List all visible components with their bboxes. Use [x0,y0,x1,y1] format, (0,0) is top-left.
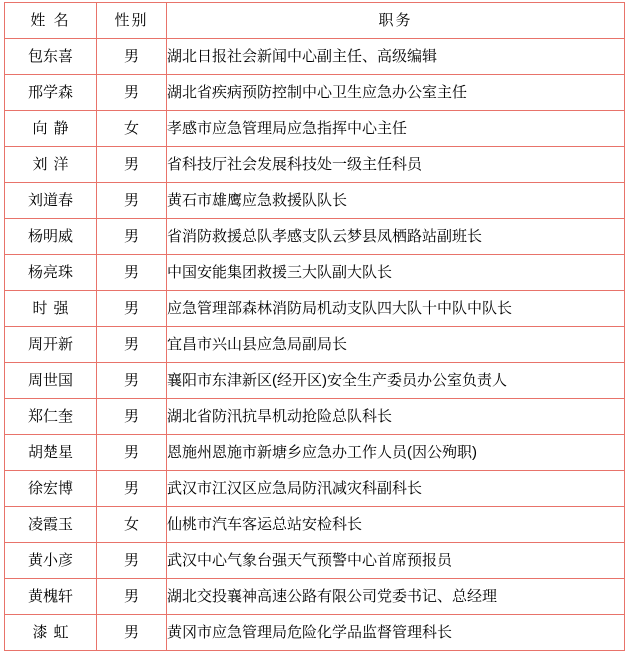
cell-title: 襄阳市东津新区(经开区)安全生产委员办公室负责人 [167,363,625,399]
cell-title: 湖北日报社会新闻中心副主任、高级编辑 [167,39,625,75]
cell-gender: 男 [97,291,167,327]
person-name: 徐宏博 [27,479,73,497]
cell-name [5,111,97,147]
table-row [5,291,625,327]
cell-title: 中国安能集团救援三大队副大队长 [167,255,625,291]
cell-gender: 男 [97,579,167,615]
person-name: 周世国 [27,371,73,389]
person-name: 黄小彦 [27,551,73,569]
table-row [5,363,625,399]
column-header-gender: 性别 [97,3,167,39]
table-row [5,615,625,651]
cell-title: 应急管理部森林消防局机动支队四大队十中队中队长 [167,291,625,327]
cell-gender: 女 [97,507,167,543]
cell-title: 孝感市应急管理局应急指挥中心主任 [167,111,625,147]
cell-name [5,435,97,471]
cell-title: 省科技厅社会发展科技处一级主任科员 [167,147,625,183]
cell-title: 黄冈市应急管理局危险化学品监督管理科长 [167,615,625,651]
person-name: 胡楚星 [27,443,73,461]
cell-gender: 男 [97,183,167,219]
cell-gender: 男 [97,399,167,435]
cell-title: 武汉中心气象台强天气预警中心首席预报员 [167,543,625,579]
cell-gender: 男 [97,219,167,255]
cell-name [5,543,97,579]
table-row [5,147,625,183]
table-row [5,255,625,291]
cell-gender: 女 [97,111,167,147]
cell-name [5,75,97,111]
table-row [5,435,625,471]
person-name: 漆虹 [32,623,75,641]
person-name: 杨亮珠 [27,263,73,281]
cell-gender: 男 [97,543,167,579]
person-name: 杨明威 [27,227,73,245]
table-row [5,471,625,507]
person-table-container [0,2,628,651]
cell-name [5,219,97,255]
cell-title: 黄石市雄鹰应急救援队队长 [167,183,625,219]
table-row [5,327,625,363]
cell-name [5,399,97,435]
cell-name [5,255,97,291]
table-row [5,75,625,111]
table-row [5,111,625,147]
table-row [5,219,625,255]
person-table [4,2,625,651]
person-name: 刘洋 [32,155,75,173]
table-row [5,507,625,543]
cell-title: 省消防救援总队孝感支队云梦县凤栖路站副班长 [167,219,625,255]
cell-title: 武汉市江汉区应急局防汛减灾科副科长 [167,471,625,507]
column-header-title: 职务 [167,3,625,39]
cell-title: 恩施州恩施市新塘乡应急办工作人员(因公殉职) [167,435,625,471]
cell-title: 宜昌市兴山县应急局副局长 [167,327,625,363]
person-name: 邢学森 [27,83,73,101]
person-name: 时强 [32,299,75,317]
table-body [5,39,625,651]
person-name: 郑仁奎 [27,407,73,425]
table-row [5,399,625,435]
cell-name [5,291,97,327]
cell-gender: 男 [97,327,167,363]
cell-name [5,471,97,507]
person-name: 黄槐轩 [27,587,73,605]
cell-name [5,327,97,363]
person-name: 凌霞玉 [27,515,73,533]
table-row [5,183,625,219]
cell-gender: 男 [97,615,167,651]
cell-name [5,183,97,219]
person-name: 刘道春 [27,191,73,209]
table-row [5,543,625,579]
cell-name [5,363,97,399]
column-header-name: 姓 名 [5,3,97,39]
cell-gender: 男 [97,147,167,183]
cell-name [5,39,97,75]
table-header-row [5,3,625,39]
cell-name [5,615,97,651]
person-name: 包东喜 [27,47,73,65]
table-header [5,3,625,39]
person-name: 周开新 [27,335,73,353]
cell-title: 湖北省疾病预防控制中心卫生应急办公室主任 [167,75,625,111]
cell-name [5,507,97,543]
cell-gender: 男 [97,471,167,507]
person-name: 向静 [32,119,75,137]
cell-title: 湖北省防汛抗旱机动抢险总队科长 [167,399,625,435]
cell-name [5,147,97,183]
cell-gender: 男 [97,435,167,471]
table-row [5,39,625,75]
cell-title: 仙桃市汽车客运总站安检科长 [167,507,625,543]
cell-gender: 男 [97,363,167,399]
cell-gender: 男 [97,75,167,111]
cell-gender: 男 [97,39,167,75]
cell-title: 湖北交投襄神高速公路有限公司党委书记、总经理 [167,579,625,615]
cell-gender: 男 [97,255,167,291]
